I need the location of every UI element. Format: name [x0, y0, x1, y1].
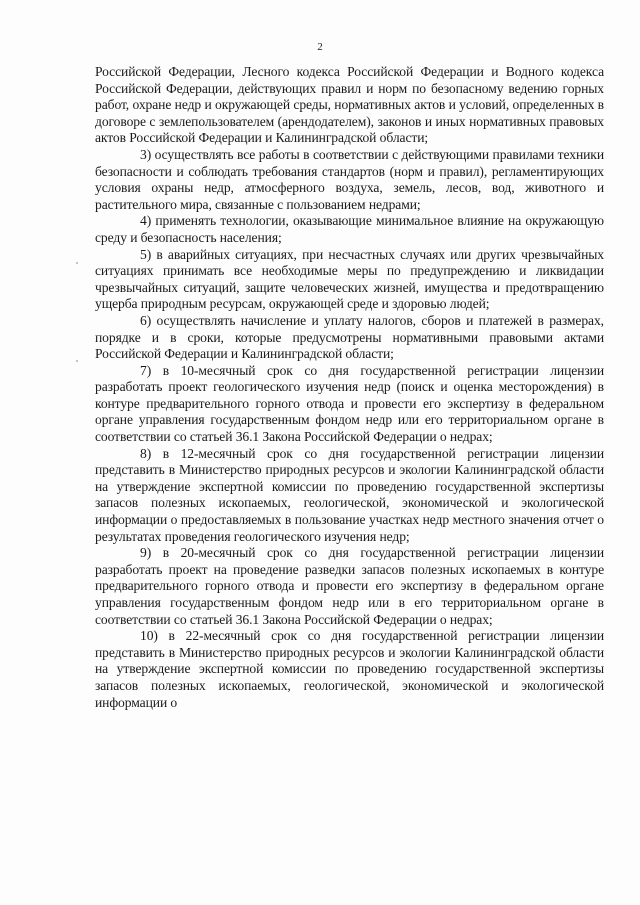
paragraph-item-4: 4) применять технологии, оказывающие минимальное влияние на окружающую среду и безопасность населения; [95, 213, 604, 245]
paragraph-item-5: 5) в аварийных ситуациях, при несчастных случаях или других чрезвычайных ситуациях принимать все необходимые меры по предупреждению и ликвидации чрезвычайных ситуаций, защите человеческих жизней, имущества и предотвращению ущерба природным ресурсам, окружающей среде и здоровью людей; [95, 246, 604, 312]
paragraph-item-8: 8) в 12-месячный срок со дня государственной регистрации лицензии представить в Министерство природных ресурсов и экологии Калининградской области на утверждение экспертной комиссии по проведению государственной экспертизы запасов полезных ископаемых, геологической, экономической и экологической информации о предоставляемых в пользование участках недр местного значения отчет о результатах проведения геологического изучения недр; [95, 445, 604, 544]
paragraph-item-10: 10) в 22-месячный срок со дня государственной регистрации лицензии представить в Министерство природных ресурсов и экологии Калининградской области на утверждение экспертной комиссии по проведению государственной экспертизы запасов полезных ископаемых, геологической, экономической и экологической информации о [95, 628, 604, 710]
paragraph-item-3: 3) осуществлять все работы в соответствии с действующими правилами техники безопасности и соблюдать требования стандартов (норм и правил), регламентирующих условия охраны недр, атмосферного воздуха, земель, лесов, вод, животного и растительного мира, связанные с пользованием недрами; [95, 146, 604, 212]
document-body [95, 64, 604, 711]
paragraph-item-7: 7) в 10-месячный срок со дня государственной регистрации лицензии разработать проект геологического изучения недр (поиск и оценка месторождения) в контуре предварительного горного отвода и провести его экспертизу в федеральном органе управления государственным фондом недр или его территориальном органе в соответствии со статьей 36.1 Закона Российской Федерации о недрах; [95, 362, 604, 445]
paragraph-item-6: 6) осуществлять начисление и уплату налогов, сборов и платежей в размерах, порядке и в сроки, которые предусмотрены нормативными правовыми актами Российской Федерации и Калининградской области; [95, 312, 604, 362]
scan-speck [76, 262, 78, 264]
paragraph-item-9: 9) в 20-месячный срок со дня государственной регистрации лицензии разработать проект на проведение разведки запасов полезных ископаемых в контуре предварительного горного отвода и провести его экспертизу в федеральном органе управления государственным фондом недр или в его территориальном органе в соответствии со статьей 36.1 Закона Российской Федерации о недрах; [95, 545, 604, 627]
page-number: 2 [317, 41, 323, 53]
paragraph-continuation: Российской Федерации, Лесного кодекса Российской Федерации и Водного кодекса Российской Федерации, действующих правил и норм по безопасному ведению горных работ, охране недр и окружающей среды, нормативных актов и условий, определенных в договоре с землепользователем (арендодателем), законов и иных нормативных правовых актов Российской Федерации и Калининградской области; [95, 64, 604, 146]
scan-speck [76, 360, 78, 362]
